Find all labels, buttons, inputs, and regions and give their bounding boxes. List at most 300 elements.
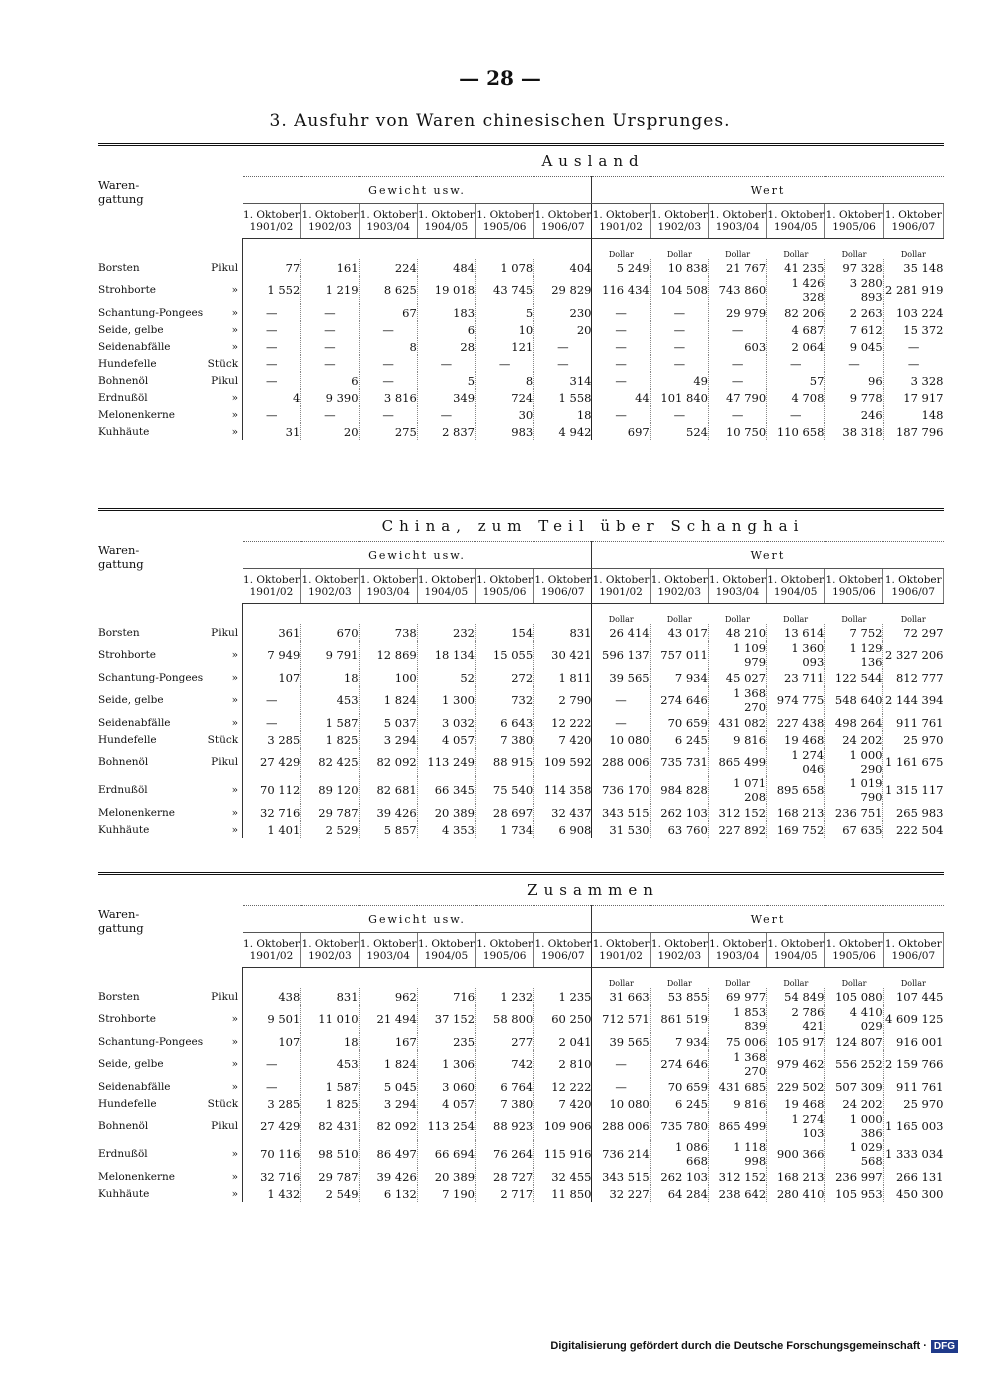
row-label bbox=[98, 1185, 243, 1202]
row-unit: Pikul bbox=[211, 626, 239, 639]
table-cell: 265 983 bbox=[895, 805, 944, 820]
period-header bbox=[767, 933, 825, 968]
table-cell: — bbox=[708, 321, 766, 338]
unit-cell bbox=[243, 239, 301, 260]
table-cell: 1 000 290 bbox=[825, 748, 883, 776]
table-cell: 121 bbox=[476, 338, 534, 355]
table-cell: 2 064 bbox=[767, 338, 825, 355]
table-row bbox=[98, 988, 944, 1005]
period-label: 1. Oktober bbox=[592, 574, 650, 586]
table-cell: 107 bbox=[243, 669, 301, 686]
table-cell: 4 353 bbox=[417, 821, 475, 838]
table-cell: 983 bbox=[476, 423, 534, 440]
row-unit: » bbox=[231, 306, 239, 319]
period-year: 1904/05 bbox=[773, 586, 818, 598]
table-cell: 349 bbox=[417, 389, 475, 406]
table-cell: 9 791 bbox=[301, 641, 359, 669]
period-header bbox=[825, 204, 883, 239]
table-cell: 6 643 bbox=[475, 714, 533, 731]
row-unit: Stück bbox=[207, 1097, 239, 1110]
table-cell: — bbox=[592, 1078, 650, 1095]
row-label bbox=[98, 406, 243, 423]
table-cell: 31 530 bbox=[592, 821, 650, 838]
table-cell: 4 708 bbox=[767, 389, 825, 406]
table-cell: 7 380 bbox=[475, 731, 533, 748]
table-cell: — bbox=[907, 339, 920, 354]
table-cell: 5 bbox=[476, 304, 534, 321]
table-row bbox=[98, 389, 944, 406]
table-cell: 229 502 bbox=[767, 1078, 825, 1095]
period-label: 1. Oktober bbox=[359, 574, 417, 586]
table-cell: — bbox=[708, 355, 766, 372]
period-label: 1. Oktober bbox=[359, 938, 417, 950]
period-label: 1. Oktober bbox=[650, 209, 708, 221]
period-header bbox=[825, 933, 883, 968]
table-cell: 5 249 bbox=[592, 259, 650, 276]
table-cell: — bbox=[825, 355, 883, 372]
table-cell: 227 892 bbox=[708, 821, 766, 838]
table-cell: 1 824 bbox=[359, 686, 417, 714]
table-cell: 88 915 bbox=[475, 748, 533, 776]
row-unit: Stück bbox=[207, 357, 239, 370]
column-header-waren-gattung bbox=[98, 874, 243, 968]
table-cell: 3 328 bbox=[910, 373, 944, 388]
table-cell: 32 716 bbox=[243, 804, 301, 821]
table-cell: 29 979 bbox=[708, 304, 766, 321]
unit-cell: Dollar bbox=[841, 615, 867, 624]
unit-cell: Dollar bbox=[666, 979, 692, 988]
row-name: Kuhhäute bbox=[98, 425, 150, 438]
row-label bbox=[98, 669, 243, 686]
unit-row bbox=[98, 239, 944, 260]
table-cell: — bbox=[650, 355, 708, 372]
table-cell: 314 bbox=[534, 372, 592, 389]
table-cell: 19 018 bbox=[417, 276, 475, 304]
period-year: 1906/07 bbox=[541, 950, 585, 962]
table-cell: 31 bbox=[243, 423, 301, 440]
table-cell: 911 761 bbox=[895, 1079, 944, 1094]
table-cell: — bbox=[243, 686, 301, 714]
table-cell: 1 853 839 bbox=[708, 1005, 766, 1033]
table-cell: — bbox=[592, 1050, 650, 1078]
table-cell: — bbox=[708, 406, 766, 423]
table-cell: 57 bbox=[767, 372, 825, 389]
row-label bbox=[98, 731, 243, 748]
table-cell: 312 152 bbox=[708, 804, 766, 821]
table-cell: — bbox=[243, 1078, 301, 1095]
table-row bbox=[98, 355, 944, 372]
period-header bbox=[650, 204, 708, 239]
table-cell: 404 bbox=[534, 259, 592, 276]
table-cell: 148 bbox=[921, 407, 944, 422]
row-label bbox=[98, 423, 243, 440]
table-cell: — bbox=[650, 304, 708, 321]
table-cell: — bbox=[592, 355, 650, 372]
row-label bbox=[98, 776, 243, 804]
table-cell: 25 970 bbox=[903, 732, 944, 747]
table-cell: 1 333 034 bbox=[884, 1147, 944, 1161]
row-name: Seidenabfälle bbox=[98, 716, 171, 729]
table-cell: 17 917 bbox=[903, 390, 944, 405]
footer-text: Digitalisierung gefördert durch die Deutsche Forschungsgemeinschaft · bbox=[550, 1340, 927, 1352]
table-cell: 2 810 bbox=[534, 1050, 592, 1078]
period-year: 1904/05 bbox=[424, 221, 469, 233]
unit-cell: Dollar bbox=[725, 979, 751, 988]
unit-row-label bbox=[98, 604, 243, 625]
table-row bbox=[98, 748, 944, 776]
subheader-wert: Wert bbox=[592, 906, 944, 933]
table-cell: 274 646 bbox=[650, 686, 708, 714]
table-cell: 29 829 bbox=[534, 276, 592, 304]
table-cell: 1 587 bbox=[301, 1078, 359, 1095]
table-row bbox=[98, 423, 944, 440]
table-cell: 236 997 bbox=[825, 1168, 883, 1185]
table-cell: 82 206 bbox=[767, 304, 825, 321]
row-label bbox=[98, 1168, 243, 1185]
table-cell: 13 614 bbox=[767, 624, 825, 641]
subheader-gewicht: Gewicht usw. bbox=[243, 542, 592, 569]
table-cell: — bbox=[243, 338, 301, 355]
table-cell: 1 219 bbox=[301, 276, 359, 304]
period-header bbox=[883, 569, 944, 604]
period-header bbox=[359, 204, 417, 239]
table-row bbox=[98, 641, 944, 669]
row-name: Schantung-Pongees bbox=[98, 1035, 204, 1048]
row-unit: » bbox=[231, 1013, 239, 1025]
table-cell: 4 942 bbox=[534, 423, 592, 440]
table-cell: 266 131 bbox=[895, 1169, 944, 1184]
row-unit: » bbox=[231, 806, 239, 819]
table-cell: 169 752 bbox=[767, 821, 825, 838]
header-label-line: gattung bbox=[98, 557, 144, 572]
unit-cell: Dollar bbox=[608, 615, 634, 624]
table-cell: 235 bbox=[417, 1033, 475, 1050]
table-cell: 603 bbox=[708, 338, 766, 355]
period-label: 1. Oktober bbox=[825, 574, 883, 586]
table-row bbox=[98, 804, 944, 821]
statistics-table bbox=[98, 508, 944, 838]
row-label bbox=[98, 259, 243, 276]
period-year: 1906/07 bbox=[891, 221, 936, 233]
header-label-line: Waren- bbox=[98, 178, 140, 193]
table-cell: 9 501 bbox=[243, 1005, 301, 1033]
unit-cell bbox=[243, 968, 301, 989]
table-cell: 1 019 790 bbox=[825, 776, 883, 804]
table-cell: 974 775 bbox=[767, 686, 825, 714]
unit-cell bbox=[301, 239, 359, 260]
table-cell: 900 366 bbox=[767, 1140, 825, 1168]
row-name: Seide, gelbe bbox=[98, 1058, 164, 1070]
period-year: 1902/03 bbox=[308, 586, 352, 598]
period-label: 1. Oktober bbox=[709, 209, 766, 221]
table-cell: 895 658 bbox=[767, 776, 825, 804]
table-cell: 3 280 893 bbox=[825, 276, 883, 304]
table-cell: 27 429 bbox=[243, 748, 301, 776]
table-cell: 28 bbox=[417, 338, 475, 355]
row-label bbox=[98, 624, 243, 641]
row-name: Seide, gelbe bbox=[98, 323, 164, 336]
table-cell: — bbox=[243, 355, 301, 372]
table-row bbox=[98, 372, 944, 389]
table-cell: — bbox=[301, 406, 359, 423]
table-row bbox=[98, 406, 944, 423]
row-label bbox=[98, 686, 243, 714]
table-cell: 32 716 bbox=[243, 1168, 301, 1185]
table-cell: 5 037 bbox=[359, 714, 417, 731]
row-label bbox=[98, 321, 243, 338]
table-cell: — bbox=[301, 304, 359, 321]
table-cell: 6 764 bbox=[476, 1078, 534, 1095]
period-header bbox=[476, 933, 534, 968]
period-header bbox=[417, 569, 475, 604]
table-cell: 262 103 bbox=[650, 1168, 708, 1185]
dfg-logo: DFG bbox=[931, 1340, 958, 1353]
row-unit: » bbox=[231, 694, 239, 706]
table-cell: 1 300 bbox=[417, 686, 475, 714]
table-cell: 2 159 766 bbox=[884, 1057, 944, 1071]
subheader-wert: Wert bbox=[592, 542, 944, 569]
table-cell: — bbox=[907, 356, 920, 371]
period-header bbox=[592, 569, 650, 604]
period-year: 1904/05 bbox=[424, 950, 469, 962]
table-cell: 63 760 bbox=[650, 821, 708, 838]
row-unit: » bbox=[231, 671, 239, 684]
period-header bbox=[650, 933, 708, 968]
table-cell: 8 bbox=[476, 372, 534, 389]
table-cell: — bbox=[301, 321, 359, 338]
table-cell: 5 857 bbox=[359, 821, 417, 838]
period-label: 1. Oktober bbox=[301, 209, 359, 221]
table-cell: — bbox=[592, 304, 650, 321]
table-cell: 865 499 bbox=[708, 1112, 766, 1140]
header-row-region bbox=[98, 874, 944, 906]
table-cell: 738 bbox=[359, 624, 417, 641]
period-label: 1. Oktober bbox=[534, 574, 592, 586]
table-cell: — bbox=[243, 304, 301, 321]
table-cell: 1 825 bbox=[301, 731, 359, 748]
table-row bbox=[98, 669, 944, 686]
period-year: 1906/07 bbox=[891, 586, 936, 598]
table-cell: 2 281 919 bbox=[884, 283, 944, 297]
table-cell: 3 294 bbox=[359, 731, 417, 748]
table-cell: 1 558 bbox=[534, 389, 592, 406]
row-label bbox=[98, 304, 243, 321]
table-cell: — bbox=[767, 355, 825, 372]
unit-row-label bbox=[98, 968, 243, 989]
row-name: Bohnenöl bbox=[98, 374, 149, 387]
period-label: 1. Oktober bbox=[709, 574, 766, 586]
table-row bbox=[98, 1005, 944, 1033]
table-cell: 831 bbox=[301, 988, 359, 1005]
subheader-gewicht: Gewicht usw. bbox=[243, 906, 592, 933]
period-year: 1906/07 bbox=[891, 950, 936, 962]
period-label: 1. Oktober bbox=[825, 209, 883, 221]
table-cell: 431 685 bbox=[708, 1078, 766, 1095]
table-cell: 274 646 bbox=[650, 1050, 708, 1078]
table-cell: 9 390 bbox=[301, 389, 359, 406]
period-year: 1904/05 bbox=[773, 950, 818, 962]
table-cell: 5 045 bbox=[359, 1078, 417, 1095]
table-cell: — bbox=[592, 372, 650, 389]
header-label-line: Waren- bbox=[98, 907, 140, 922]
table-cell: 343 515 bbox=[592, 804, 650, 821]
table-cell: — bbox=[592, 686, 650, 714]
table-cell: 122 544 bbox=[825, 669, 883, 686]
unit-cell: Dollar bbox=[900, 615, 926, 624]
table-cell: 232 bbox=[417, 624, 475, 641]
header-label-line: gattung bbox=[98, 192, 144, 207]
table-cell: — bbox=[650, 338, 708, 355]
period-header bbox=[883, 204, 943, 239]
row-label bbox=[98, 389, 243, 406]
table-cell: 1 368 270 bbox=[708, 1050, 766, 1078]
table-row bbox=[98, 338, 944, 355]
row-name: Erdnußöl bbox=[98, 784, 148, 796]
statistics-table bbox=[98, 872, 944, 1202]
table-cell: 48 210 bbox=[708, 624, 766, 641]
table-cell: — bbox=[243, 1050, 301, 1078]
table-cell: 498 264 bbox=[825, 714, 883, 731]
table-cell: 32 227 bbox=[592, 1185, 650, 1202]
table-cell: 1 086 668 bbox=[650, 1140, 708, 1168]
table-cell: 39 565 bbox=[592, 669, 650, 686]
period-header bbox=[475, 569, 533, 604]
table-cell: 524 bbox=[650, 423, 708, 440]
period-year: 1901/02 bbox=[249, 950, 294, 962]
table-cell: 30 bbox=[476, 406, 534, 423]
table-row bbox=[98, 1168, 944, 1185]
table-row bbox=[98, 1112, 944, 1140]
row-label bbox=[98, 1050, 243, 1078]
table-cell: 116 434 bbox=[592, 276, 650, 304]
unit-cell bbox=[476, 239, 534, 260]
table-cell: 3 816 bbox=[359, 389, 417, 406]
table-row bbox=[98, 686, 944, 714]
period-label: 1. Oktober bbox=[767, 209, 825, 221]
period-header bbox=[883, 933, 943, 968]
table-cell: — bbox=[301, 355, 359, 372]
table-cell: 43 745 bbox=[476, 276, 534, 304]
period-header bbox=[243, 933, 301, 968]
table-cell: 89 120 bbox=[301, 776, 359, 804]
table-cell: 10 750 bbox=[708, 423, 766, 440]
row-name: Strohborte bbox=[98, 284, 157, 296]
table-cell: 26 414 bbox=[592, 624, 650, 641]
table-cell: 21 494 bbox=[359, 1005, 417, 1033]
period-header bbox=[476, 204, 534, 239]
table-cell: 103 224 bbox=[895, 305, 944, 320]
page-number: — 28 — bbox=[459, 66, 541, 90]
table-cell: 39 426 bbox=[359, 804, 417, 821]
table-row bbox=[98, 714, 944, 731]
period-label: 1. Oktober bbox=[476, 938, 534, 950]
period-year: 1905/06 bbox=[832, 950, 876, 962]
table-cell: 1 165 003 bbox=[884, 1119, 944, 1133]
row-name: Seidenabfälle bbox=[98, 1080, 171, 1093]
table-cell: 20 bbox=[534, 321, 592, 338]
table-cell: 76 264 bbox=[476, 1140, 534, 1168]
table-cell: 438 bbox=[243, 988, 301, 1005]
period-label: 1. Oktober bbox=[884, 574, 942, 586]
table-cell: 101 840 bbox=[650, 389, 708, 406]
table-cell: 735 731 bbox=[650, 748, 708, 776]
row-label bbox=[98, 276, 243, 304]
table-row bbox=[98, 259, 944, 276]
period-year: 1904/05 bbox=[424, 586, 469, 598]
subheader-gewicht: Gewicht usw. bbox=[243, 177, 592, 204]
unit-cell: Dollar bbox=[783, 615, 809, 624]
period-year: 1905/06 bbox=[832, 586, 876, 598]
row-unit: Pikul bbox=[211, 1120, 239, 1132]
table-cell: 916 001 bbox=[895, 1034, 944, 1049]
period-label: 1. Oktober bbox=[243, 574, 300, 586]
table-cell: 312 152 bbox=[708, 1168, 766, 1185]
row-unit: » bbox=[231, 340, 239, 353]
table-cell: — bbox=[243, 714, 301, 731]
table-cell: 3 285 bbox=[243, 1095, 301, 1112]
table-cell: 52 bbox=[417, 669, 475, 686]
row-name: Melonenkerne bbox=[98, 1170, 175, 1183]
table-cell: — bbox=[243, 372, 301, 389]
table-row bbox=[98, 1050, 944, 1078]
region-header: Ausland bbox=[243, 145, 944, 177]
period-label: 1. Oktober bbox=[592, 938, 650, 950]
row-label bbox=[98, 1078, 243, 1095]
period-year: 1903/04 bbox=[366, 586, 410, 598]
table-row bbox=[98, 1078, 944, 1095]
table-cell: 1 118 998 bbox=[708, 1140, 766, 1168]
table-cell: 757 011 bbox=[650, 641, 708, 669]
table-cell: 29 787 bbox=[301, 804, 359, 821]
table-cell: 453 bbox=[301, 1050, 359, 1078]
table-cell: 10 080 bbox=[592, 1095, 650, 1112]
table-cell: 1 426 328 bbox=[767, 276, 825, 304]
table-cell: 21 767 bbox=[708, 259, 766, 276]
table-cell: 32 455 bbox=[534, 1168, 592, 1185]
table-cell: 1 587 bbox=[301, 714, 359, 731]
period-header bbox=[243, 569, 301, 604]
row-name: Melonenkerne bbox=[98, 408, 175, 421]
table-cell: 23 711 bbox=[767, 669, 825, 686]
period-year: 1903/04 bbox=[715, 586, 760, 598]
table-cell: 736 170 bbox=[592, 776, 650, 804]
period-label: 1. Oktober bbox=[650, 938, 708, 950]
period-label: 1. Oktober bbox=[650, 574, 708, 586]
row-name: Seide, gelbe bbox=[98, 694, 164, 706]
table-cell: 8 bbox=[359, 338, 417, 355]
table-cell: 4 687 bbox=[767, 321, 825, 338]
table-cell: 1 274 046 bbox=[767, 748, 825, 776]
period-label: 1. Oktober bbox=[534, 938, 592, 950]
row-unit: Stück bbox=[207, 733, 239, 746]
table-cell: 3 032 bbox=[417, 714, 475, 731]
table-cell: 10 080 bbox=[592, 731, 650, 748]
table-cell: 18 bbox=[301, 1033, 359, 1050]
table-cell: 104 508 bbox=[650, 276, 708, 304]
row-label bbox=[98, 338, 243, 355]
table-cell: 6 245 bbox=[650, 1095, 708, 1112]
table-cell: 28 697 bbox=[475, 804, 533, 821]
table-cell: 1 029 568 bbox=[825, 1140, 883, 1168]
table-cell: 1 432 bbox=[243, 1185, 301, 1202]
unit-cell: Dollar bbox=[725, 250, 751, 259]
period-header bbox=[359, 569, 417, 604]
table-cell: 29 787 bbox=[301, 1168, 359, 1185]
table-cell: 742 bbox=[476, 1050, 534, 1078]
table-cell: — bbox=[534, 338, 592, 355]
period-year: 1901/02 bbox=[599, 221, 643, 233]
table-cell: — bbox=[359, 321, 417, 338]
